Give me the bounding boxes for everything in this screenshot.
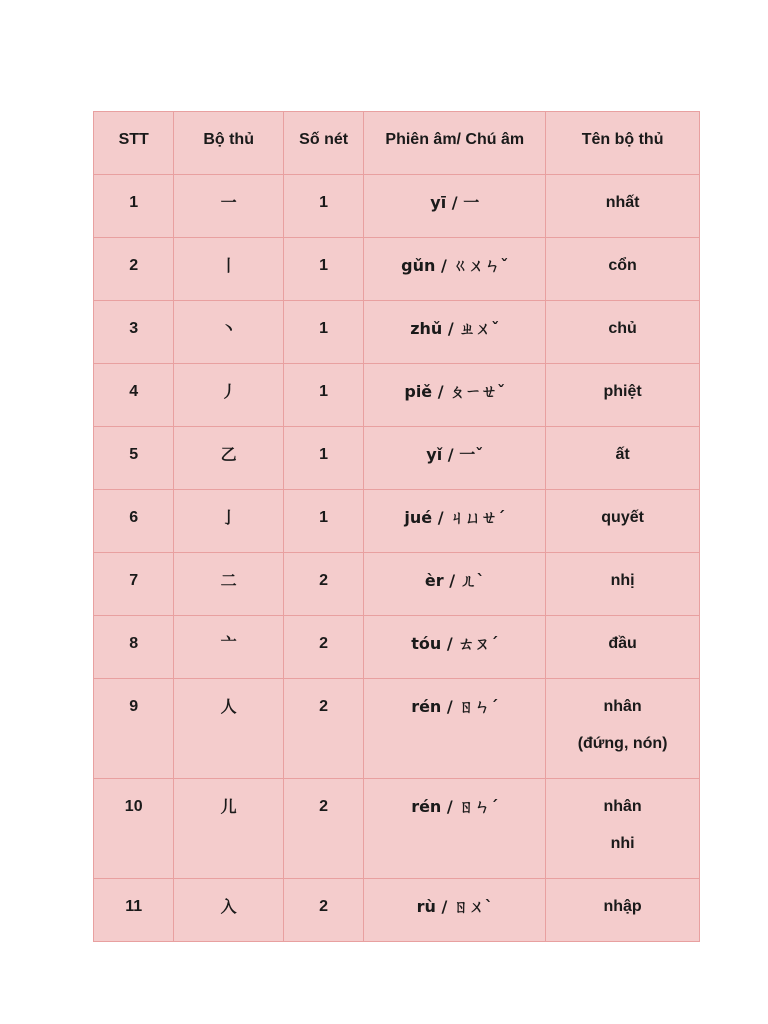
table-row (94, 879, 700, 942)
table-row (94, 364, 700, 427)
header-stt: STT (94, 112, 174, 175)
cell-name (546, 553, 700, 616)
cell-strokes: 1 (283, 490, 363, 553)
table-row (94, 616, 700, 679)
cell-radical: 二 (174, 553, 284, 616)
cell-stt: 6 (94, 490, 174, 553)
cell-strokes: 2 (283, 779, 363, 879)
cell-name (546, 490, 700, 553)
cell-name (546, 175, 700, 238)
cell-stt: 4 (94, 364, 174, 427)
name-line-1: chủ (608, 320, 637, 337)
cell-phonetic: jué / ㄐㄩㄝˊ (364, 490, 546, 553)
table-row (94, 490, 700, 553)
cell-stt: 11 (94, 879, 174, 942)
cell-radical: 亠 (174, 616, 284, 679)
cell-name (546, 779, 700, 879)
table-row (94, 175, 700, 238)
cell-strokes: 1 (283, 175, 363, 238)
cell-radical: 入 (174, 879, 284, 942)
table-row (94, 301, 700, 364)
name-line-1: nhân (603, 798, 642, 815)
name-line-1: nhập (603, 898, 642, 915)
cell-radical: 丿 (174, 364, 284, 427)
cell-stt: 3 (94, 301, 174, 364)
header-strokes: Số nét (283, 112, 363, 175)
cell-strokes: 2 (283, 679, 363, 779)
cell-phonetic: rén / ㄖㄣˊ (364, 779, 546, 879)
table-row (94, 427, 700, 490)
cell-phonetic: gǔn / ㄍㄨㄣˇ (364, 238, 546, 301)
cell-stt: 8 (94, 616, 174, 679)
cell-stt: 9 (94, 679, 174, 779)
cell-strokes: 2 (283, 553, 363, 616)
name-line-1: nhân (603, 698, 642, 715)
cell-name (546, 238, 700, 301)
cell-phonetic: rén / ㄖㄣˊ (364, 679, 546, 779)
cell-radical: 儿 (174, 779, 284, 879)
cell-stt: 10 (94, 779, 174, 879)
name-line-1: quyết (601, 509, 644, 526)
header-name: Tên bộ thủ (546, 112, 700, 175)
cell-phonetic: yǐ / 一ˇ (364, 427, 546, 490)
cell-strokes: 2 (283, 879, 363, 942)
cell-name (546, 616, 700, 679)
cell-radical: 乙 (174, 427, 284, 490)
table-row (94, 679, 700, 779)
header-phonetic: Phiên âm/ Chú âm (364, 112, 546, 175)
cell-radical: 亅 (174, 490, 284, 553)
cell-name (546, 364, 700, 427)
cell-phonetic: rù / ㄖㄨˋ (364, 879, 546, 942)
cell-strokes: 1 (283, 364, 363, 427)
cell-strokes: 1 (283, 427, 363, 490)
table-row (94, 553, 700, 616)
cell-radical: 一 (174, 175, 284, 238)
cell-phonetic: tóu / ㄊㄡˊ (364, 616, 546, 679)
cell-strokes: 2 (283, 616, 363, 679)
name-line-1: phiệt (603, 383, 642, 400)
cell-phonetic: piě / ㄆㄧㄝˇ (364, 364, 546, 427)
cell-radical: 丶 (174, 301, 284, 364)
cell-radical: 人 (174, 679, 284, 779)
cell-phonetic: yī / 一 (364, 175, 546, 238)
cell-name (546, 301, 700, 364)
cell-strokes: 1 (283, 238, 363, 301)
cell-phonetic: èr / ㄦˋ (364, 553, 546, 616)
cell-strokes: 1 (283, 301, 363, 364)
header-row (94, 112, 700, 175)
name-line-1: cổn (608, 257, 637, 274)
name-line-1: nhị (610, 572, 635, 589)
cell-phonetic: zhǔ / ㄓㄨˇ (364, 301, 546, 364)
name-line-2: nhi (610, 835, 635, 852)
cell-radical: 丨 (174, 238, 284, 301)
name-line-2: (đứng, nón) (577, 735, 668, 752)
name-line-1: đầu (608, 635, 637, 652)
name-line-1: nhất (605, 194, 640, 211)
cell-name (546, 427, 700, 490)
name-line-1: ất (615, 446, 630, 463)
table-row (94, 238, 700, 301)
cell-name (546, 879, 700, 942)
header-radical: Bộ thủ (174, 112, 284, 175)
cell-stt: 1 (94, 175, 174, 238)
table-row (94, 779, 700, 879)
cell-name (546, 679, 700, 779)
cell-stt: 5 (94, 427, 174, 490)
cell-stt: 2 (94, 238, 174, 301)
cell-stt: 7 (94, 553, 174, 616)
radical-table (93, 111, 700, 942)
